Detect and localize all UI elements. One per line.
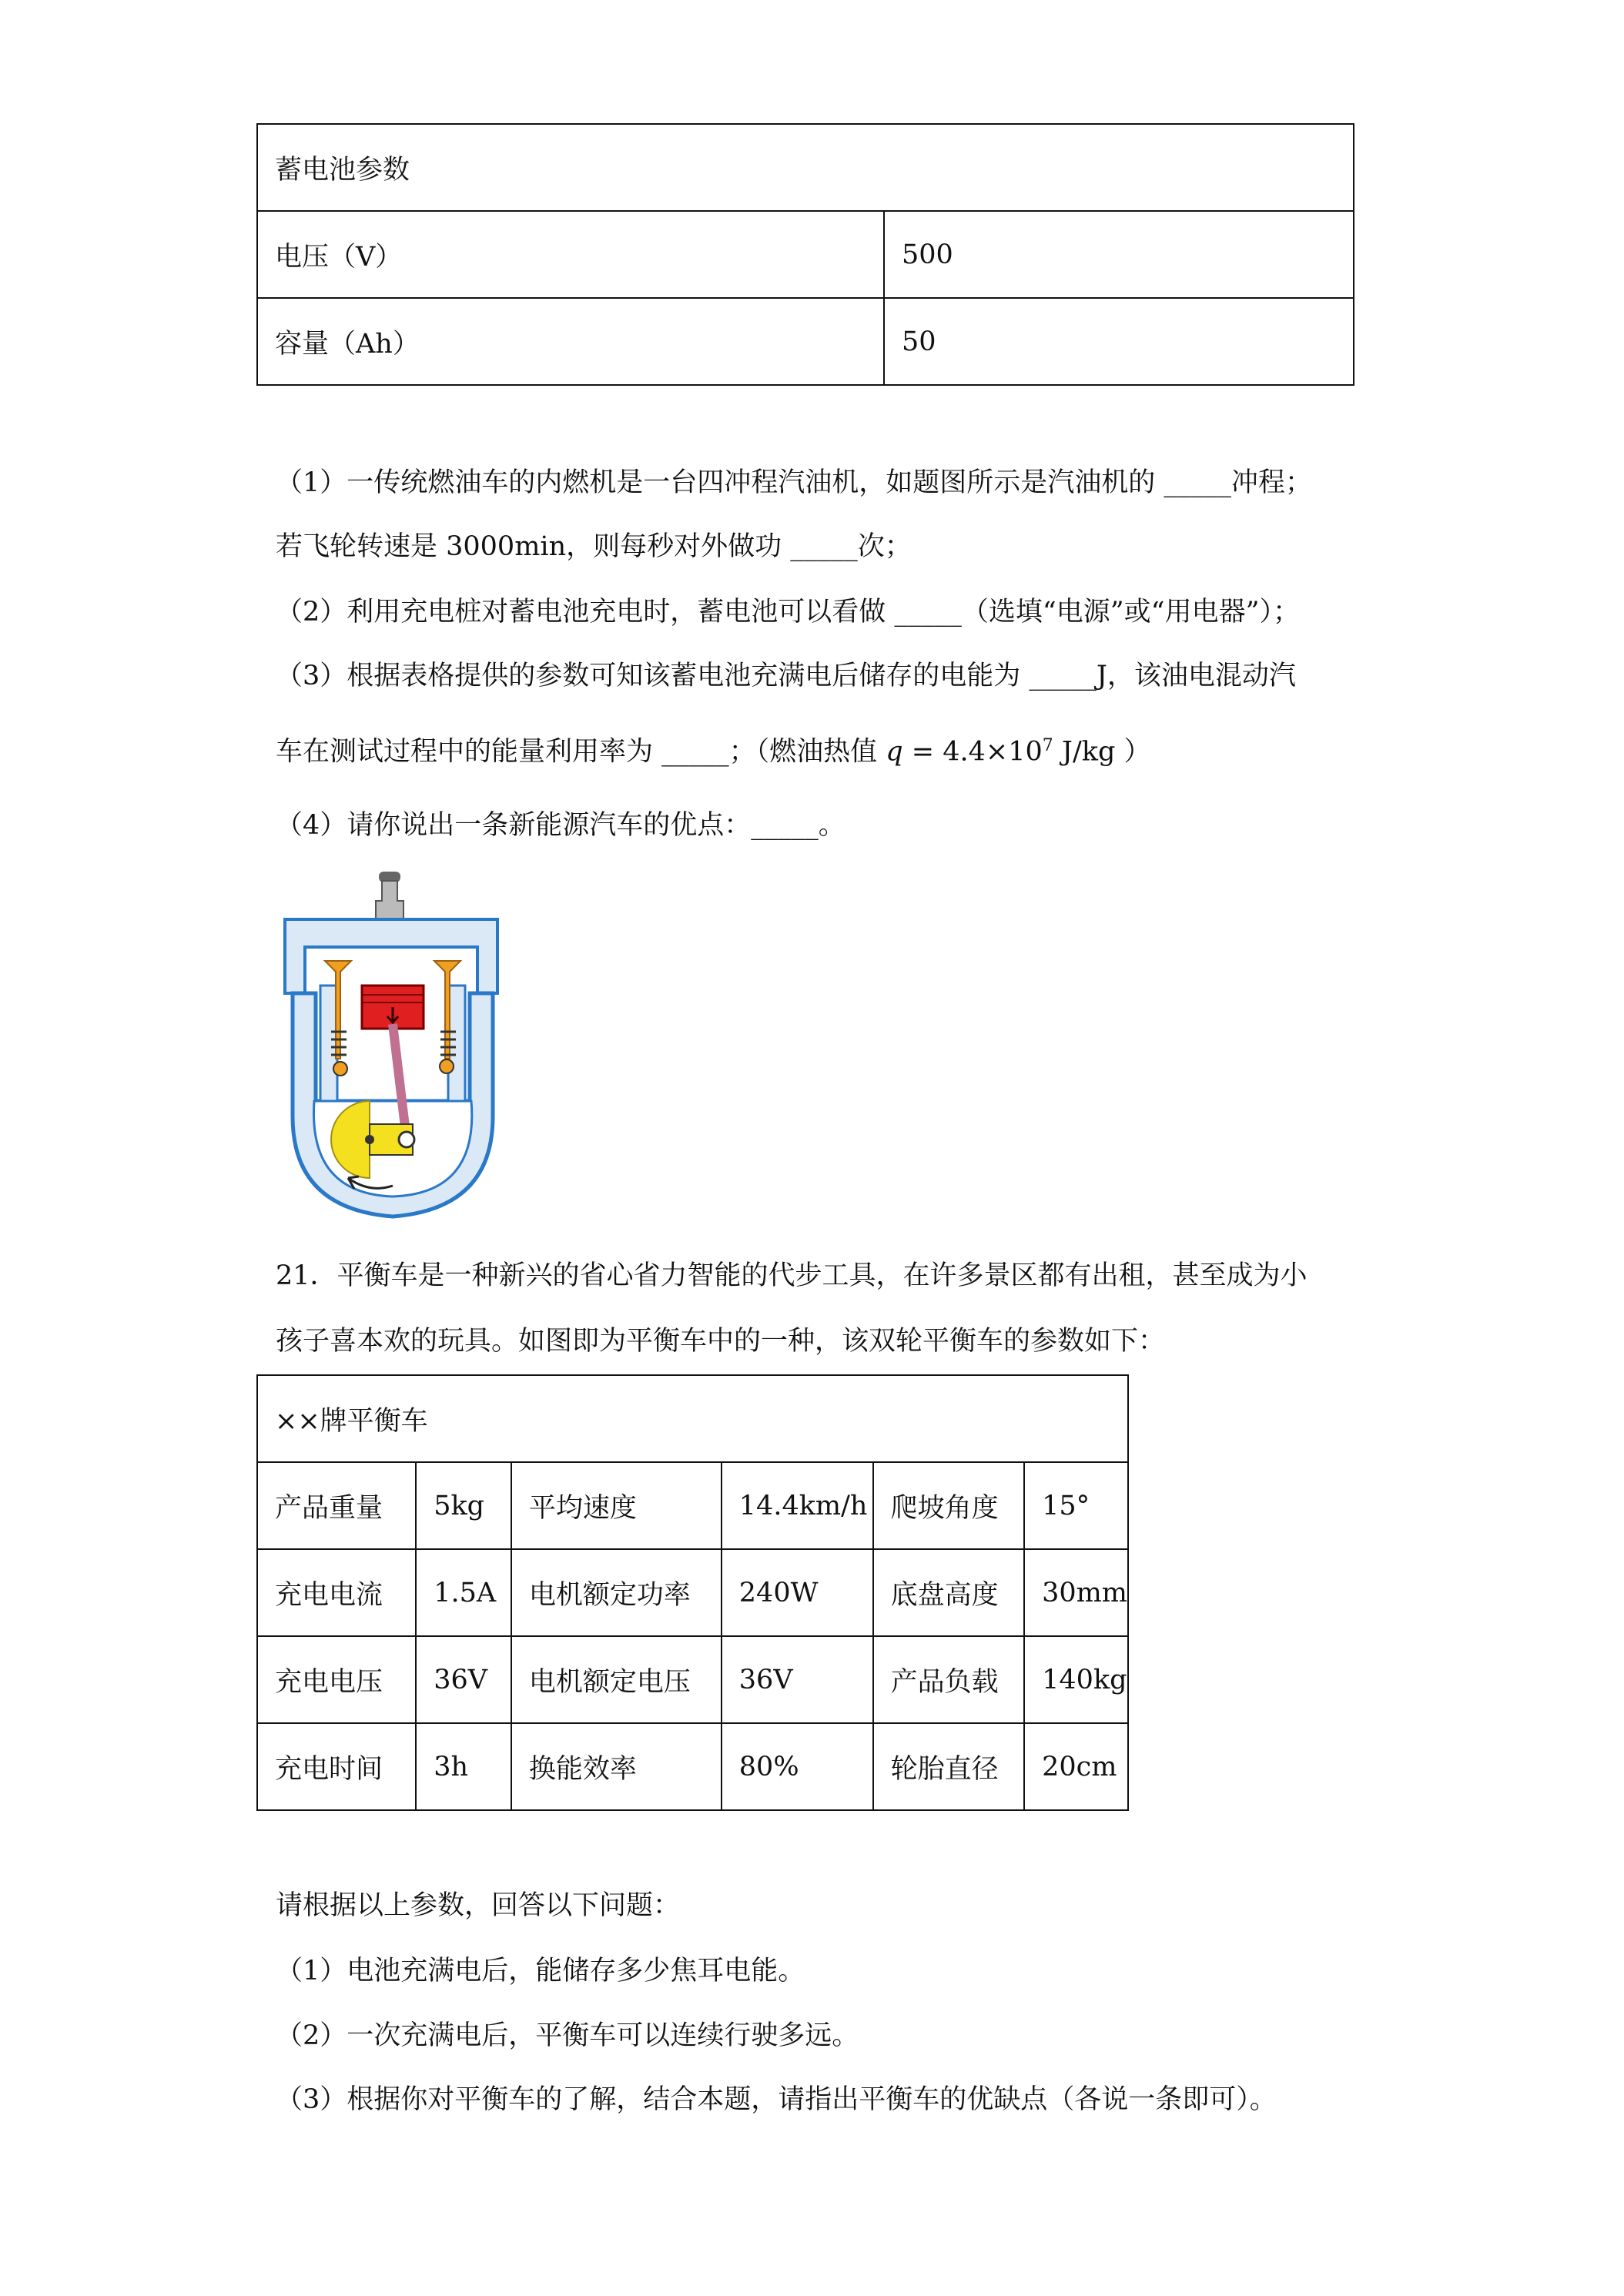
right-cam — [440, 1059, 454, 1073]
spark-plug-body — [376, 881, 403, 924]
q20-line-5 — [276, 738, 1150, 766]
table-cell: 电机额定电压 — [511, 1636, 722, 1723]
cylinder-right-wall — [448, 986, 465, 1101]
table-cell: 充电电压 — [257, 1636, 416, 1723]
balance-car-table-title: ××牌平衡车 — [257, 1375, 1128, 1462]
table-cell: 14.4km/h — [722, 1462, 873, 1549]
q21-sub-1: （1）电池充满电后，能储存多少焦耳电能。 — [276, 1956, 805, 1986]
table-cell: 240W — [722, 1549, 873, 1636]
q21-sub-2: （2）一次充满电后，平衡车可以连续行驶多远。 — [276, 2020, 859, 2051]
fuel-heat-value: = 4.4×10 — [902, 736, 1043, 768]
table-cell: 底盘高度 — [873, 1549, 1024, 1636]
table-cell: 1.5A — [416, 1549, 511, 1636]
table-cell: 20cm — [1024, 1723, 1128, 1810]
table-cell: 15° — [1024, 1462, 1128, 1549]
q20-line-6: （4）请你说出一条新能源汽车的优点：_____。 — [276, 810, 845, 841]
fuel-heat-symbol: q — [886, 736, 903, 768]
crank-pin — [399, 1132, 414, 1147]
table-cell: 电机额定功率 — [511, 1549, 722, 1636]
crank-center — [365, 1135, 374, 1144]
table-cell: 80% — [722, 1723, 873, 1810]
q21-sub-3: （3）根据你对平衡车的了解，结合本题，请指出平衡车的优缺点（各说一条即可）。 — [276, 2084, 1277, 2115]
table-cell: 5kg — [416, 1462, 511, 1549]
balance-car-table — [256, 1374, 1129, 1811]
table-cell: 36V — [722, 1636, 873, 1723]
q21-line-1: 21．平衡车是一种新兴的省心省力智能的代步工具，在许多景区都有出租，甚至成为小 — [276, 1260, 1308, 1291]
q20-line-4: （3）根据表格提供的参数可知该蓄电池充满电后储存的电能为 _____J，该油电混动汽 — [276, 661, 1296, 691]
table-cell: 充电时间 — [257, 1723, 416, 1810]
q20-line-5-pre: 车在测试过程中的能量利用率为 _____；（燃油热值 — [276, 736, 886, 768]
q21-line-2: 孩子喜本欢的玩具。如图即为平衡车中的一种，该双轮平衡车的参数如下： — [276, 1326, 1166, 1357]
table-cell: 140kg — [1024, 1636, 1128, 1723]
cylinder-left-wall — [320, 986, 337, 1101]
battery-capacity-label: 容量（Ah） — [257, 298, 884, 385]
q20-line-3: （2）利用充电桩对蓄电池充电时，蓄电池可以看做 _____（选填“电源”或“用电器”）； — [276, 597, 1300, 628]
table-cell: 充电电流 — [257, 1549, 416, 1636]
left-cam — [333, 1062, 347, 1076]
table-cell: 3h — [416, 1723, 511, 1810]
table-cell: 轮胎直径 — [873, 1723, 1024, 1810]
battery-voltage-label: 电压（V） — [257, 211, 884, 298]
q20-line-5-post: J/kg ） — [1053, 736, 1151, 768]
battery-voltage-value: 500 — [884, 211, 1354, 298]
fuel-heat-exponent: 7 — [1042, 736, 1053, 755]
gasoline-engine-figure — [277, 870, 508, 1232]
table-cell: 爬坡角度 — [873, 1462, 1024, 1549]
q20-line-1: （1）一传统燃油车的内燃机是一台四冲程汽油机，如题图所示是汽油机的 _____冲程； — [276, 467, 1312, 498]
table-cell: 产品重量 — [257, 1462, 416, 1549]
table-cell: 换能效率 — [511, 1723, 722, 1810]
table-cell: 平均速度 — [511, 1462, 722, 1549]
battery-capacity-value: 50 — [884, 298, 1354, 385]
battery-table-title: 蓄电池参数 — [257, 124, 1354, 211]
cylinder-head — [285, 919, 497, 993]
table-cell: 产品负载 — [873, 1636, 1024, 1723]
q20-line-2: 若飞轮转速是 3000min，则每秒对外做功 _____次； — [276, 531, 912, 562]
battery-table — [256, 123, 1354, 386]
table-cell: 30mm — [1024, 1549, 1128, 1636]
q21-intro: 请根据以上参数，回答以下问题： — [276, 1890, 681, 1921]
table-cell: 36V — [416, 1636, 511, 1723]
